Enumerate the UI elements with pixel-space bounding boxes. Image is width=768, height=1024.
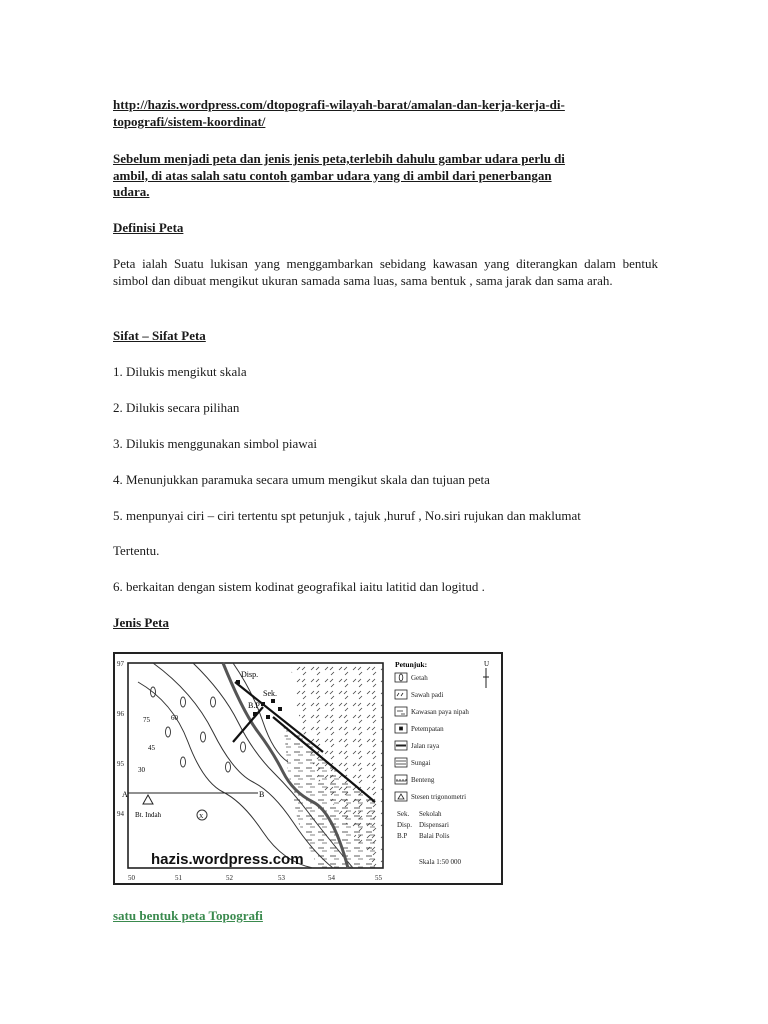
sifat-item-3: 3. Dilukis menggunakan simbol piawai bbox=[113, 436, 318, 451]
contour-label: 60 bbox=[171, 714, 178, 722]
legend-item: Getah bbox=[411, 674, 428, 682]
north-label: U bbox=[484, 660, 490, 668]
legend-item: Sungai bbox=[411, 759, 431, 767]
label-bt-indah: Bt. Indah bbox=[135, 811, 162, 819]
intro-paragraph bbox=[113, 151, 658, 201]
x-tick: 52 bbox=[226, 874, 233, 882]
x-tick: 51 bbox=[175, 874, 182, 882]
intro-line-3: udara. bbox=[113, 184, 150, 199]
abbrev-name: Sekolah bbox=[419, 810, 442, 818]
sifat-item-5-continued: Tertentu. bbox=[113, 543, 160, 558]
sifat-item-1: 1. Dilukis mengikut skala bbox=[113, 364, 247, 379]
legend-item: Jalan raya bbox=[411, 742, 440, 750]
sifat-item-5: 5. menpunyai ciri – ciri tertentu spt petunjuk , tajuk ,huruf , No.siri rujukan dan maklumat bbox=[113, 508, 581, 523]
y-tick: 94 bbox=[117, 810, 124, 818]
contour-label: 75 bbox=[143, 716, 150, 724]
label-sek: Sek. bbox=[263, 689, 277, 698]
legend-item: Sawah padi bbox=[411, 691, 444, 699]
y-tick: 96 bbox=[117, 710, 124, 718]
abbrev-code: B.P bbox=[397, 832, 408, 840]
contour-label: 45 bbox=[148, 744, 155, 752]
legend-item: Kawasan paya nipah bbox=[411, 708, 469, 716]
abbrev-code: Disp. bbox=[397, 821, 412, 829]
sifat-heading: Sifat – Sifat Peta bbox=[113, 328, 206, 343]
x-tick: 55 bbox=[375, 874, 382, 882]
source-url[interactable] bbox=[113, 97, 658, 130]
jenis-heading: Jenis Peta bbox=[113, 615, 169, 630]
source-url-line-2[interactable]: topografi/sistem-koordinat/ bbox=[113, 113, 266, 129]
x-tick: 54 bbox=[328, 874, 335, 882]
definisi-heading: Definisi Peta bbox=[113, 220, 184, 235]
intro-line-2: ambil, di atas salah satu contoh gambar udara yang di ambil dari penerbangan bbox=[113, 167, 552, 183]
topographic-map-image bbox=[113, 652, 503, 885]
x-tick: 50 bbox=[128, 874, 135, 882]
label-b: B bbox=[259, 790, 265, 799]
y-tick: 97 bbox=[117, 660, 124, 668]
intro-line-1: Sebelum menjadi peta dan jenis jenis peta,terlebih dahulu gambar udara perlu di bbox=[113, 151, 565, 166]
x-tick: 53 bbox=[278, 874, 285, 882]
abbrev-code: Sek. bbox=[397, 810, 410, 818]
sifat-item-6: 6. berkaitan dengan sistem kodinat geografikal iaitu latitid dan logitud . bbox=[113, 579, 485, 594]
legend-item: Stesen trigonometri bbox=[411, 793, 467, 801]
sifat-item-4: 4. Menunjukkan paramuka secara umum mengikut skala dan tujuan peta bbox=[113, 472, 490, 487]
abbrev-name: Balai Polis bbox=[419, 832, 450, 840]
legend-title: Petunjuk: bbox=[395, 660, 428, 669]
map-scale: Skala 1:50 000 bbox=[419, 858, 461, 866]
legend-item: Benteng bbox=[411, 776, 435, 784]
legend-item: Petempatan bbox=[411, 725, 444, 733]
source-url-line-1[interactable]: http://hazis.wordpress.com/dtopografi-wilayah-barat/amalan-dan-kerja-kerja-di- bbox=[113, 97, 565, 112]
label-x: X bbox=[199, 814, 204, 820]
label-a: A bbox=[122, 790, 128, 799]
label-bp: B.P bbox=[248, 701, 260, 710]
sifat-item-2: 2. Dilukis secara pilihan bbox=[113, 400, 240, 415]
label-disp: Disp. bbox=[241, 670, 259, 679]
abbrev-name: Dispensari bbox=[419, 821, 449, 829]
map-watermark: hazis.wordpress.com bbox=[151, 851, 304, 868]
contour-label: 30 bbox=[138, 766, 145, 774]
map-caption-link[interactable]: satu bentuk peta Topografi bbox=[113, 908, 263, 923]
y-tick: 95 bbox=[117, 760, 124, 768]
definisi-text: Peta ialah Suatu lukisan yang menggambarkan sebidang kawasan yang diterangkan dalam bentuk simbol dan dibuat mengikut ukuran samada sama luas, sama bentuk , sama jarak dan sama arah. bbox=[113, 256, 658, 288]
